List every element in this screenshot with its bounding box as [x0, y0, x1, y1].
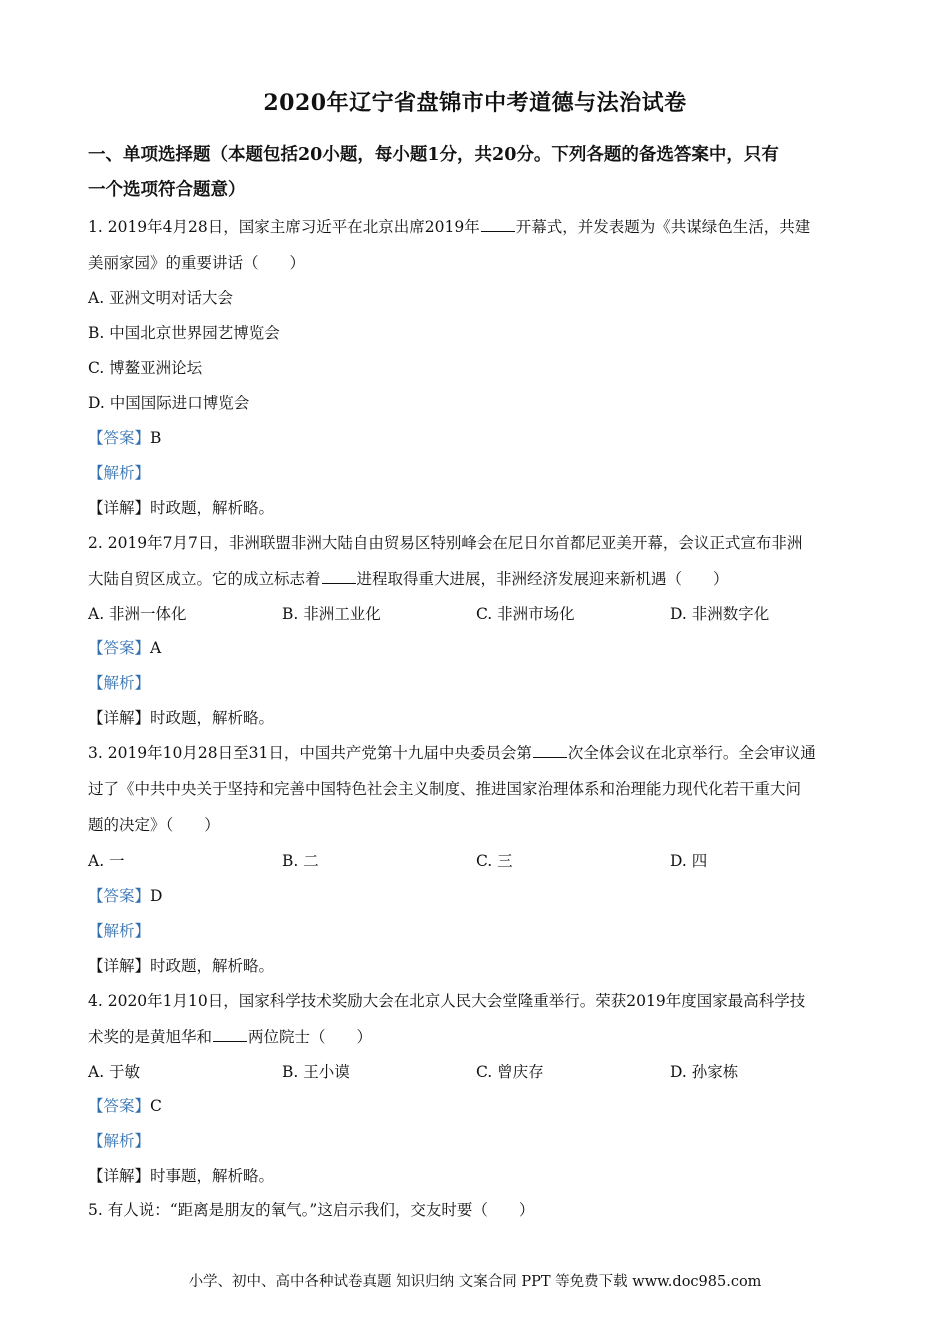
question-1-option-d: D. 中国国际进口博览会	[88, 394, 250, 412]
question-4-option-a: A. 于敏	[88, 1063, 141, 1081]
question-3-stem-line1: 3. 2019年10月28日至31日，中国共产党第十九届中央委员会第 次全体会议在北京举行。全会审议通	[88, 744, 816, 762]
question-3-stem-line3: 题的决定》（ ）	[88, 816, 220, 834]
question-4-detail: 【详解】时事题，解析略。	[88, 1167, 275, 1185]
question-1-analysis: 【解析】	[88, 464, 151, 482]
question-4-stem-line2: 术奖的是黄旭华和 两位院士（ ）	[88, 1028, 373, 1046]
question-5-stem-line1: 5. 有人说：“距离是朋友的氧气。”这启示我们，交友时要（ ）	[88, 1201, 535, 1219]
question-2-option-d: D. 非洲数字化	[670, 605, 770, 623]
section-heading-line1: 一、单项选择题（本题包括20小题，每小题1分，共20分。下列各题的备选答案中，只有	[88, 145, 779, 165]
question-3-stem-line2: 过了《中共中央关于坚持和完善中国特色社会主义制度、推进国家治理体系和治理能力现代化若干重大问	[88, 780, 802, 798]
question-2-analysis: 【解析】	[88, 674, 151, 692]
question-3-option-b: B. 二	[282, 852, 319, 870]
answer-blank	[481, 217, 515, 232]
question-3-option-a: A. 一	[88, 852, 125, 870]
page-footer: 小学、初中、高中各种试卷真题 知识归纳 文案合同 PPT 等免费下载 www.doc985.com	[188, 1274, 762, 1290]
question-3-analysis: 【解析】	[88, 922, 151, 940]
question-2-option-a: A. 非洲一体化	[88, 605, 187, 623]
question-2-stem-line1: 2. 2019年7月7日，非洲联盟非洲大陆自由贸易区特别峰会在尼日尔首都尼亚美开幕，会议正式宣布非洲	[88, 534, 803, 552]
question-4-option-b: B. 王小谟	[282, 1063, 350, 1081]
question-1-option-c: C. 博鳌亚洲论坛	[88, 359, 203, 377]
question-1-option-a: A. 亚洲文明对话大会	[88, 289, 234, 307]
question-2-stem-line2: 大陆自贸区成立。它的成立标志着 进程取得重大进展，非洲经济发展迎来新机遇（ ）	[88, 570, 729, 588]
question-2-detail: 【详解】时政题，解析略。	[88, 709, 275, 727]
question-3-option-c: C. 三	[476, 852, 513, 870]
answer-blank	[213, 1027, 247, 1042]
question-3-answer: 【答案】D	[88, 887, 163, 905]
question-1-stem-line1: 1. 2019年4月28日，国家主席习近平在北京出席2019年 开幕式，并发表题为《共谋绿色生活，共建	[88, 218, 811, 236]
question-4-option-d: D. 孙家栋	[670, 1063, 739, 1081]
question-1-detail: 【详解】时政题，解析略。	[88, 499, 275, 517]
section-heading-line2: 一个选项符合题意）	[88, 180, 246, 200]
question-4-stem-line1: 4. 2020年1月10日，国家科学技术奖励大会在北京人民大会堂隆重举行。荣获2019年度国家最高科学技	[88, 992, 806, 1010]
question-1-answer: 【答案】B	[88, 429, 162, 447]
question-1-option-b: B. 中国北京世界园艺博览会	[88, 324, 280, 342]
question-4-analysis: 【解析】	[88, 1132, 151, 1150]
question-2-answer: 【答案】A	[88, 639, 162, 657]
question-2-option-b: B. 非洲工业化	[282, 605, 381, 623]
question-1-stem-line2: 美丽家园》的重要讲话（ ）	[88, 254, 306, 272]
page-title: 2020年辽宁省盘锦市中考道德与法治试卷	[263, 90, 687, 116]
question-4-option-c: C. 曾庆存	[476, 1063, 544, 1081]
answer-blank	[322, 569, 356, 584]
question-3-option-d: D. 四	[670, 852, 708, 870]
question-3-detail: 【详解】时政题，解析略。	[88, 957, 275, 975]
question-2-option-c: C. 非洲市场化	[476, 605, 575, 623]
answer-blank	[533, 743, 567, 758]
question-4-answer: 【答案】C	[88, 1097, 162, 1115]
